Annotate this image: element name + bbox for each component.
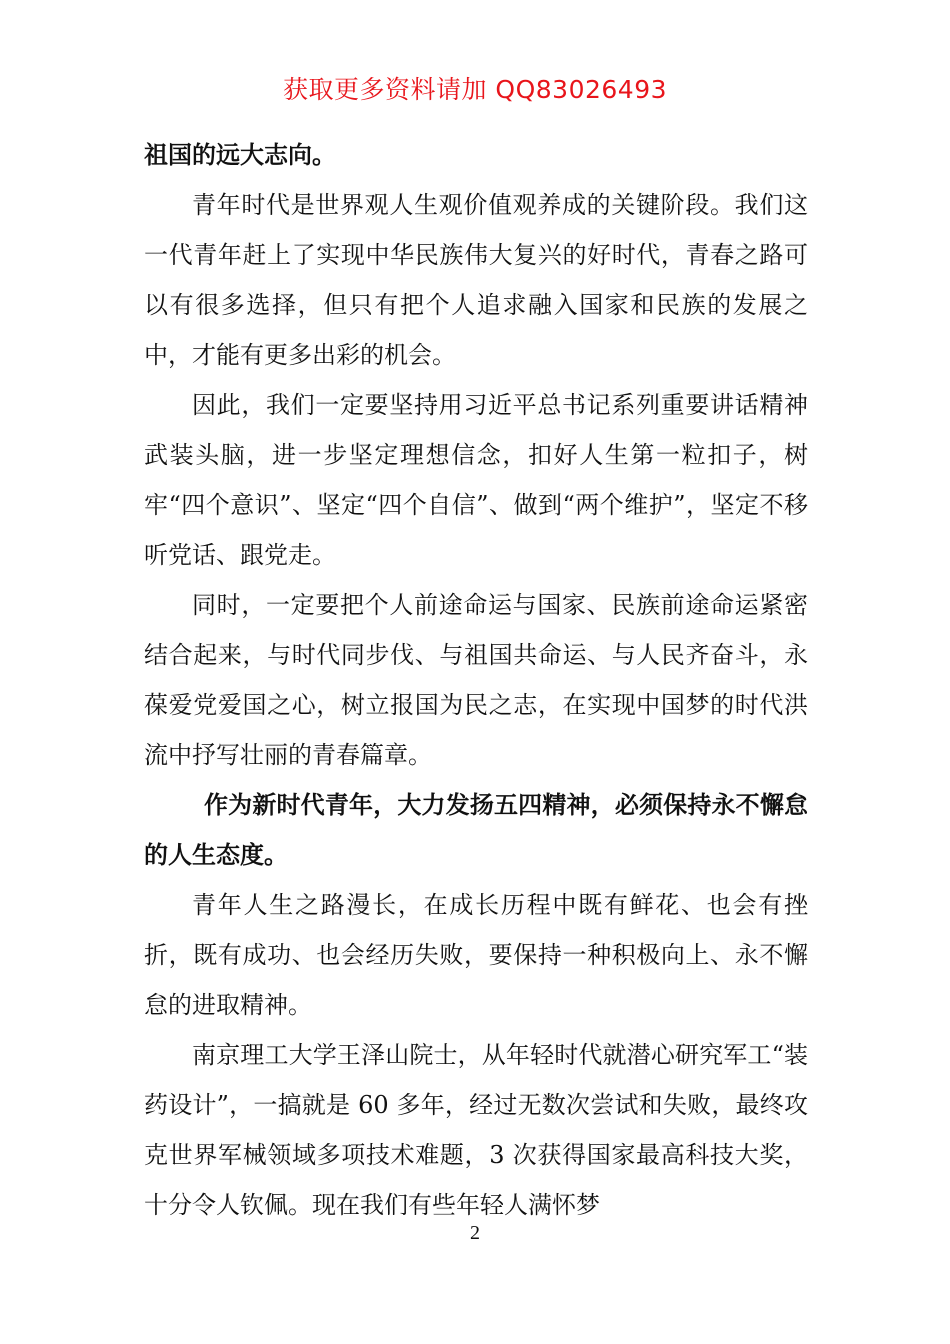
paragraph: 南京理工大学王泽山院士，从年轻时代就潜心研究军工“装药设计”，一搞就是 60 多年，经过无数次尝试和失败，最终攻克世界军械领域多项技术难题，3 次获得国家最高科技大奖，十分令人钦佩。现在我们有些年轻人满怀梦 (144, 1041, 808, 1219)
paragraph: 因此，我们一定要坚持用习近平总书记系列重要讲话精神武装头脑，进一步坚定理想信念，扣好人生第一粒扣子，树牢“四个意识”、坚定“四个自信”、做到“两个维护”，坚定不移听党话、跟党走。 (144, 391, 808, 569)
header-watermark-text: 获取更多资料请加 QQ83026493 (282, 75, 668, 104)
document-body (144, 130, 808, 1230)
paragraph-continuation-heading: 祖国的远大志向。 (144, 140, 336, 169)
paragraph: 青年时代是世界观人生观价值观养成的关键阶段。我们这一代青年赶上了实现中华民族伟大复兴的好时代，青春之路可以有很多选择，但只有把个人追求融入国家和民族的发展之中，才能有更多出彩的机会。 (144, 191, 808, 369)
paragraph: 同时，一定要把个人前途命运与国家、民族前途命运紧密结合起来，与时代同步伐、与祖国共命运、与人民齐奋斗，永葆爱党爱国之心，树立报国为民之志，在实现中国梦的时代洪流中抒写壮丽的青春篇章。 (144, 591, 808, 769)
paragraph: 青年人生之路漫长，在成长历程中既有鲜花、也会有挫折，既有成功、也会经历失败，要保持一种积极向上、永不懈怠的进取精神。 (144, 891, 808, 1019)
section-heading: 作为新时代青年，大力发扬五四精神，必须保持永不懈怠的人生态度。 (144, 790, 808, 869)
page-number: 2 (470, 1222, 480, 1244)
